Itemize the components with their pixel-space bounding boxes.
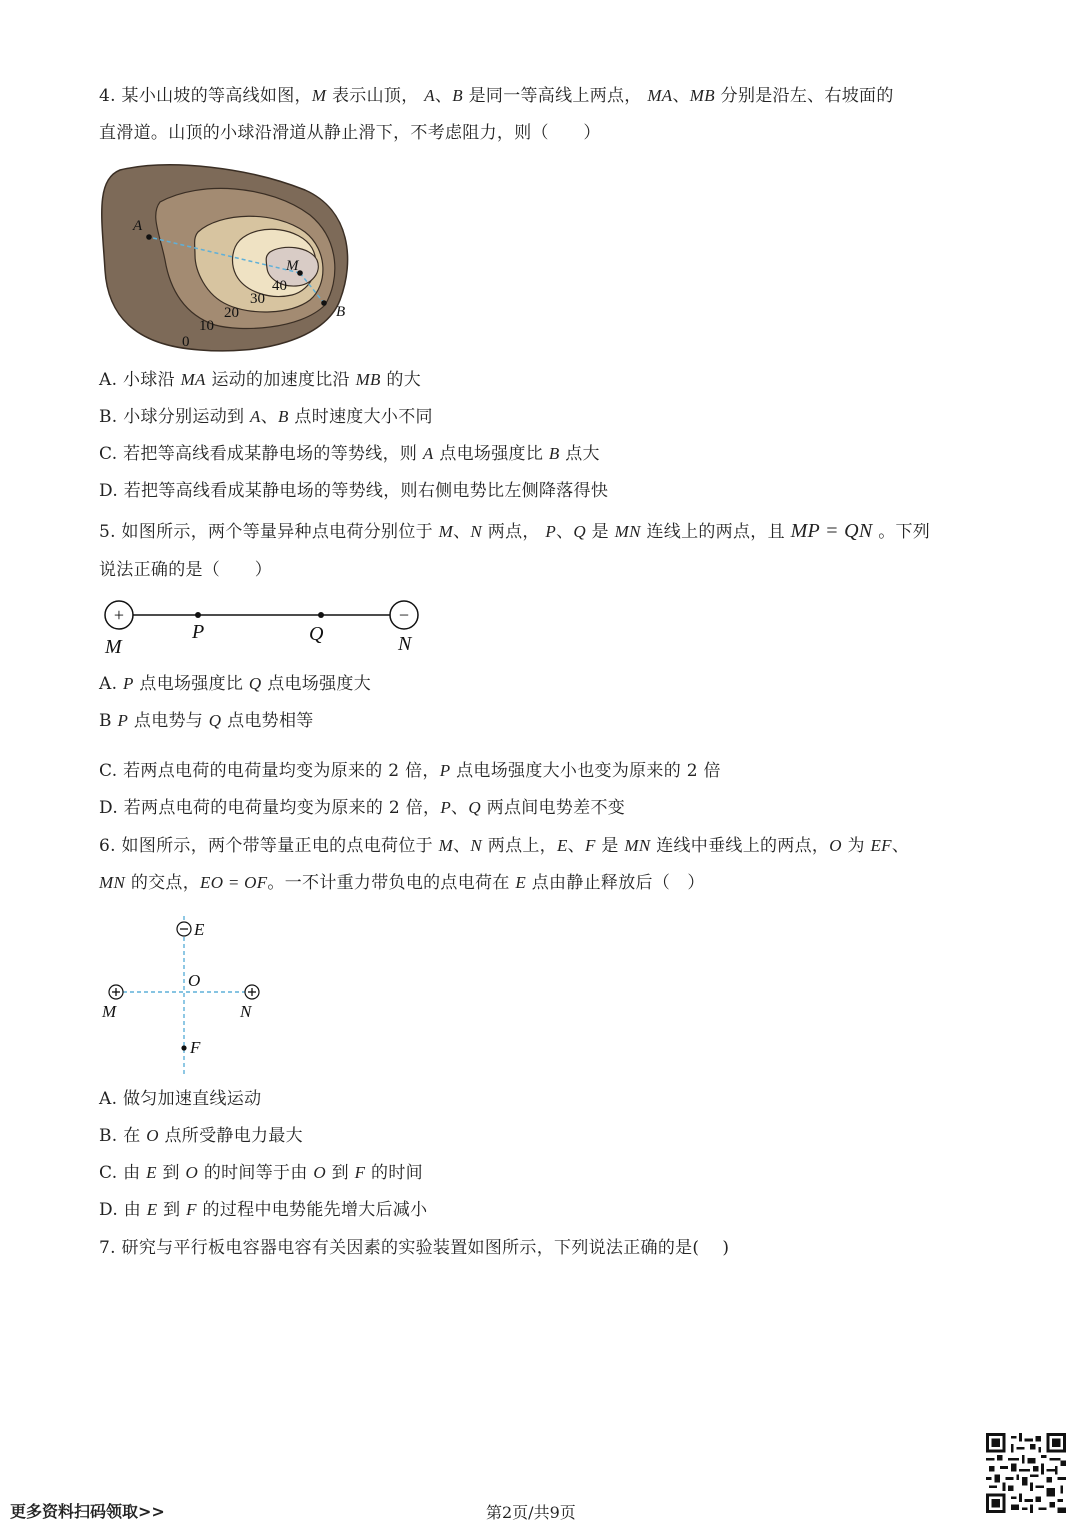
contour-label-10: 10 (199, 318, 214, 334)
q4-option-b: B. 小球分别运动到 A、B 点时速度大小不同 (99, 407, 433, 427)
q4-stem-line1: 4. 某小山坡的等高线如图，M 表示山顶， A、B 是同一等高线上两点， MA、MB 分别是沿左、右坡面的 (99, 86, 894, 106)
q5-option-d: D. 若两点电荷的电荷量均变为原来的 2 倍，P、Q 两点间电势差不变 (99, 798, 626, 818)
q5-stem-line2: 说法正确的是（ ） (99, 560, 272, 580)
q6-option-b: B. 在 O 点所受静电力最大 (99, 1126, 303, 1146)
label-O: O (188, 971, 201, 990)
q5-option-b: B P 点电势与 Q 点电势相等 (99, 711, 314, 731)
q4-stem-line2: 直滑道。山顶的小球沿滑道从静止滑下，不考虑阻力，则（ ） (99, 123, 601, 143)
point-P (195, 612, 201, 618)
contour-map-figure (100, 160, 355, 355)
q6-option-c: C. 由 E 到 O 的时间等于由 O 到 F 的时间 (99, 1163, 423, 1183)
q7-stem-line1: 7. 研究与平行板电容器电容有关因素的实验装置如图所示，下列说法正确的是( ) (99, 1238, 730, 1258)
q6-stem-line2: MN 的交点，EO = OF。一不计重力带负电的点电荷在 E 点由静止释放后（ ） (99, 873, 705, 893)
q4-option-d: D. 若把等高线看成某静电场的等势线，则右侧电势比左侧降落得快 (99, 481, 609, 501)
label-M: M (105, 636, 122, 658)
contour-label-30: 30 (250, 291, 265, 307)
q6-option-a: A. 做匀加速直线运动 (99, 1089, 262, 1109)
contour-label-40: 40 (272, 278, 287, 294)
label-E: E (194, 920, 205, 939)
q5-option-a: A. P 点电场强度比 Q 点电场强度大 (99, 674, 371, 694)
label-F: F (190, 1038, 201, 1057)
two-charges-figure (100, 912, 270, 1077)
label-A: A (133, 218, 143, 234)
contour-label-0: 0 (182, 334, 190, 350)
point-F (181, 1045, 186, 1050)
label-P: P (192, 621, 205, 643)
q6-option-d: D. 由 E 到 F 的过程中电势能先增大后减小 (99, 1200, 428, 1220)
label-Q: Q (309, 623, 324, 645)
qr-code-image[interactable] (986, 1433, 1066, 1513)
label-B: B (336, 304, 346, 320)
q4-option-a: A. 小球沿 MA 运动的加速度比沿 MB 的大 (99, 370, 422, 390)
label-M: M (102, 1002, 117, 1021)
footer-promo-text[interactable]: 更多资料扫码领取>> (10, 1502, 165, 1521)
charge-line-figure (100, 598, 430, 660)
q5-option-c: C. 若两点电荷的电荷量均变为原来的 2 倍，P 点电场强度大小也变为原来的 2 倍 (99, 761, 721, 781)
point-A (146, 234, 152, 240)
label-M: M (286, 258, 299, 274)
point-Q (318, 612, 324, 618)
point-B (321, 300, 327, 306)
label-N: N (398, 633, 412, 655)
q4-option-c: C. 若把等高线看成某静电场的等势线，则 A 点电场强度比 B 点大 (99, 444, 600, 464)
label-N: N (240, 1002, 252, 1021)
contour-label-20: 20 (224, 305, 239, 321)
minus-sign: − (398, 605, 410, 625)
page-number: 第2页/共9页 (486, 1503, 576, 1522)
q5-stem-line1: 5. 如图所示，两个等量异种点电荷分别位于 M、N 两点， P、Q 是 MN 连线上的两点，且 MP = QN 。下列 (99, 520, 931, 542)
plus-sign: + (113, 605, 125, 625)
q6-stem-line1: 6. 如图所示，两个带等量正电的点电荷位于 M、N 两点上，E、F 是 MN 连线中垂线上的两点，O 为 EF、 (99, 836, 910, 856)
